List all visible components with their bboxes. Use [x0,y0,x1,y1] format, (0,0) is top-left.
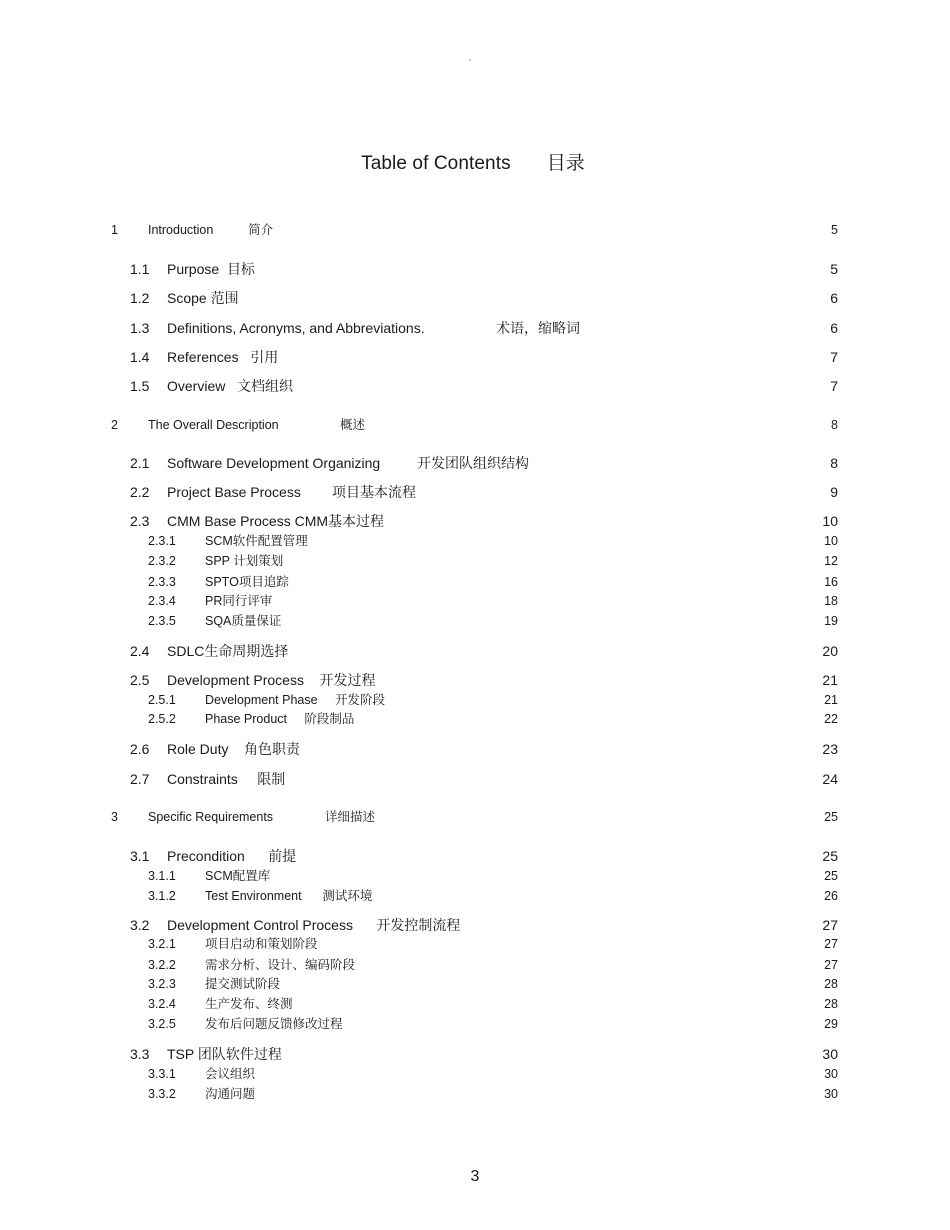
toc-number: 3.2.5 [148,1017,176,1031]
toc-label-cn: 开发团队组织结构 [417,455,529,471]
toc-entry-level3[interactable] [0,994,950,1014]
toc-page: 27 [822,917,838,933]
toc-label: Test Environment 测试环境 [205,889,373,903]
toc-page: 20 [822,643,838,659]
toc-label: Purpose 目标 [167,261,255,277]
toc-entry-level3[interactable] [0,1014,950,1034]
toc-label: Development Process 开发过程 [167,672,376,688]
toc-label: 提交测试阶段 [205,977,281,991]
toc-entry-level3[interactable] [0,934,950,954]
toc-number: 1.3 [130,320,150,336]
toc-entry-level3[interactable] [0,531,950,551]
toc-label: SPP 计划策划 [205,554,284,568]
toc-label: Precondition 前提 [167,848,297,864]
toc-number: 2.4 [130,643,150,659]
toc-page: 10 [824,534,838,548]
toc-label: Overview 文档组织 [167,378,294,394]
toc-label: SDLC生命周期选择 [167,643,289,659]
toc-entry-level2[interactable] [0,453,950,473]
toc-number: 2.3.3 [148,575,176,589]
toc-label: 需求分析、设计、编码阶段 [205,958,356,972]
toc-page: 6 [830,320,838,336]
toc-entry-level2[interactable] [0,670,950,690]
toc-number: 2.1 [130,455,150,471]
toc-number: 2 [111,418,118,432]
toc-number: 2.5.1 [148,693,176,707]
toc-entry-level3[interactable] [0,1084,950,1104]
toc-number: 3.2.4 [148,997,176,1011]
toc-label: CMM Base Process CMM基本过程 [167,513,385,529]
toc-number: 3.3.1 [148,1067,176,1081]
toc-page: 8 [830,455,838,471]
toc-number: 3.3 [130,1046,150,1062]
toc-number: 2.6 [130,741,150,757]
toc-number: 3.2 [130,917,150,933]
toc-number: 3.2.1 [148,937,176,951]
toc-label: 沟通问题 [205,1087,256,1101]
toc-entry-level2[interactable] [0,318,950,338]
toc-label: The Overall Description [148,418,279,432]
toc-label: PR同行评审 [205,594,273,608]
toc-page: 25 [824,810,838,824]
toc-entry-level3[interactable] [0,974,950,994]
toc-entry-level2[interactable] [0,511,950,531]
toc-page: 23 [822,741,838,757]
toc-number: 2.3.4 [148,594,176,608]
page-title [0,148,946,175]
toc-label: SCM软件配置管理 [205,534,308,548]
toc-label: References 引用 [167,349,279,365]
toc-entry-level1[interactable] [0,415,950,435]
toc-entry-level3[interactable] [0,1064,950,1084]
toc-label-cn: 术语，缩略词 [496,320,580,336]
toc-entry-level3[interactable] [0,591,950,611]
toc-entry-level1[interactable] [0,220,950,240]
toc-number: 1 [111,223,118,237]
toc-entry-level3[interactable] [0,709,950,729]
toc-page: 30 [824,1067,838,1081]
toc-number: 2.3.2 [148,554,176,568]
toc-number: 1.1 [130,261,150,277]
toc-entry-level2[interactable] [0,739,950,759]
toc-page: 24 [822,771,838,787]
toc-label: 会议组织 [205,1067,256,1081]
toc-page: 30 [822,1046,838,1062]
toc-page: 27 [824,958,838,972]
toc-page: 19 [824,614,838,628]
toc-number: 2.3 [130,513,150,529]
toc-entry-level3[interactable] [0,611,950,631]
toc-label: Specific Requirements [148,810,274,824]
toc-entry-level3[interactable] [0,690,950,710]
toc-page: 7 [830,378,838,394]
toc-entry-level3[interactable] [0,955,950,975]
toc-label: Constraints 限制 [167,771,286,787]
toc-label: SCM配置库 [205,869,271,883]
toc-page: 22 [824,712,838,726]
toc-number: 2.2 [130,484,150,500]
toc-page: 7 [830,349,838,365]
toc-page: 16 [824,575,838,589]
toc-label: 发布后问题反馈修改过程 [205,1017,343,1031]
toc-page: 9 [830,484,838,500]
toc-page: 28 [824,997,838,1011]
toc-label: 项目启动和策划阶段 [205,937,318,951]
toc-label: Phase Product 阶段制品 [205,712,355,726]
toc-number: 3.2.3 [148,977,176,991]
toc-entry-level3[interactable] [0,572,950,592]
toc-number: 3.1.1 [148,869,176,883]
toc-label: Development Phase 开发阶段 [205,693,385,707]
toc-page: 5 [830,261,838,277]
toc-number: 3.1.2 [148,889,176,903]
toc-label-cn: 详细描述 [325,810,376,824]
toc-label-cn: 概述 [340,418,366,432]
toc-entry-level1[interactable] [0,807,950,827]
toc-number: 3 [111,810,118,824]
toc-entry-level2[interactable] [0,641,950,661]
toc-label: Definitions, Acronyms, and Abbreviations. [167,320,425,336]
toc-label: TSP 团队软件过程 [167,1046,282,1062]
toc-page: 10 [822,513,838,529]
toc-number: 2.3.1 [148,534,176,548]
toc-page: 5 [831,223,838,237]
toc-page: 12 [824,554,838,568]
toc-number: 2.7 [130,771,150,787]
toc-label: 生产发布、终测 [205,997,293,1011]
toc-number: 3.3.2 [148,1087,176,1101]
toc-page: 18 [824,594,838,608]
title-english: Table of Contents [361,153,511,174]
toc-number: 3.2.2 [148,958,176,972]
toc-page: 28 [824,977,838,991]
toc-page: 29 [824,1017,838,1031]
toc-page: 30 [824,1087,838,1101]
toc-number: 2.5 [130,672,150,688]
toc-label: Project Base Process [167,484,301,500]
toc-number: 2.5.2 [148,712,176,726]
toc-page: 26 [824,889,838,903]
toc-label-cn: 项目基本流程 [332,484,416,500]
title-chinese: 目录 [546,153,585,174]
toc-page: 8 [831,418,838,432]
toc-entry-level3[interactable] [0,866,950,886]
toc-page: 21 [822,672,838,688]
toc-number: 2.3.5 [148,614,176,628]
toc-number: 3.1 [130,848,150,864]
toc-label: Role Duty 角色职责 [167,741,301,757]
toc-number: 1.2 [130,290,150,306]
toc-entry-level2[interactable] [0,846,950,866]
toc-label: SQA质量保证 [205,614,282,628]
toc-entry-level2[interactable] [0,376,950,396]
toc-entry-level3[interactable] [0,886,950,906]
toc-entry-level2[interactable] [0,259,950,279]
toc-page: 6 [830,290,838,306]
toc-entry-level2[interactable] [0,347,950,367]
toc-entry-level2[interactable] [0,288,950,308]
toc-entry-level2[interactable] [0,915,950,935]
toc-page: 27 [824,937,838,951]
toc-label: SPTO项目追踪 [205,575,289,589]
toc-label: Development Control Process 开发控制流程 [167,917,461,933]
toc-label: Scope 范围 [167,290,239,306]
toc-entry-level2[interactable] [0,482,950,502]
toc-entry-level2[interactable] [0,1044,950,1064]
toc-label: Software Development Organizing [167,455,381,471]
toc-number: 1.4 [130,349,150,365]
toc-entry-level3[interactable] [0,551,950,571]
header-mark: " [469,60,472,66]
toc-page: 25 [822,848,838,864]
toc-page: 21 [824,693,838,707]
page-number: 3 [470,1168,480,1185]
toc-entry-level2[interactable] [0,769,950,789]
toc-page: 25 [824,869,838,883]
toc-number: 1.5 [130,378,150,394]
toc-label: Introduction 简介 [148,223,274,237]
